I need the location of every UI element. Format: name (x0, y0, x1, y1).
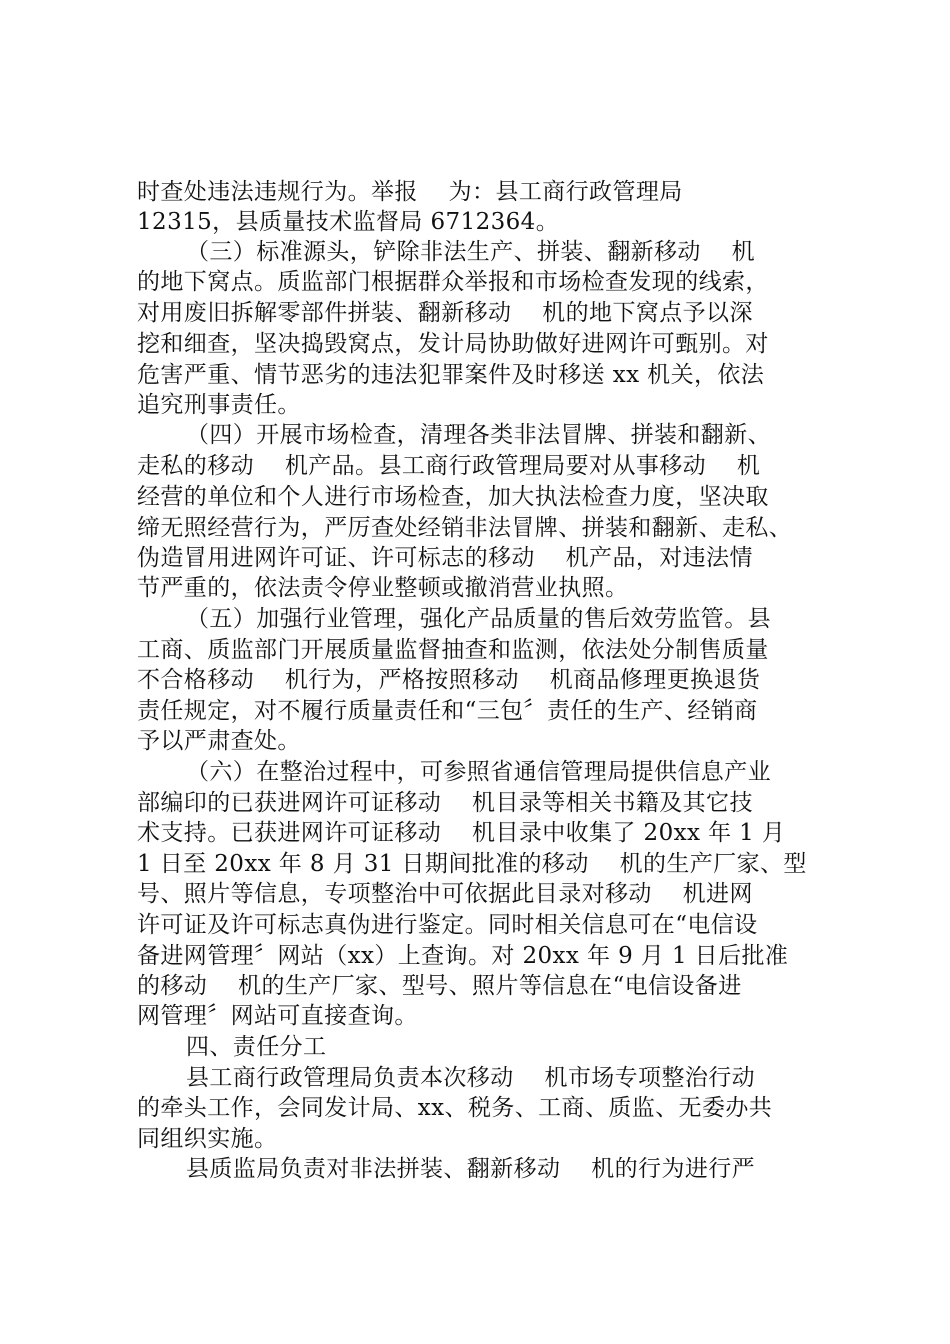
text-line: 走私的移动 机产品。县工商行政管理局要对从事移动 机 (137, 453, 761, 479)
paragraph-five-heading: （五）加强行业管理，强化产品质量的售后效劳监管。县 (186, 606, 771, 632)
text-line: 工商、质监部门开展质量监督抽查和监测，依法处分制售质量 (137, 637, 769, 663)
text-line: 县质监局负责对非法拼装、翻新移动 机的行为进行严 (186, 1156, 756, 1182)
text-line: 许可证及许可标志真伪进行鉴定。同时相关信息可在“电信设 (137, 912, 758, 938)
text-line: 12315，县质量技术监督局 6712364。 (137, 209, 560, 235)
text-line: 危害严重、情节恶劣的违法犯罪案件及时移送 xx 机关，依法 (137, 362, 765, 388)
text-line: 缔无照经营行为，严厉查处经销非法冒牌、拼装和翻新、走私、 (137, 515, 793, 541)
text-line: 挖和细查，坚决捣毁窝点，发计局协助做好进网许可甄别。对 (137, 331, 769, 357)
text-line: 号、照片等信息，专项整治中可依据此目录对移动 机进网 (137, 881, 753, 907)
text-line: 追究刑事责任。 (137, 392, 301, 418)
text-line: 部编印的已获进网许可证移动 机目录等相关书籍及其它技 (137, 790, 753, 816)
paragraph-four-heading: （四）开展市场检查，清理各类非法冒牌、拼装和翻新、 (186, 422, 771, 448)
text-line: 责任规定，对不履行质量责任和“三包〞责任的生产、经销商 (137, 698, 758, 724)
text-line: 伪造冒用进网许可证、许可标志的移动 机产品，对违法情 (137, 545, 753, 571)
text-line: 对用废旧拆解零部件拼装、翻新移动 机的地下窝点予以深 (137, 300, 753, 326)
text-line: 的移动 机的生产厂家、型号、照片等信息在“电信设备进 (137, 973, 742, 999)
text-line: 1 日至 20xx 年 8 月 31 日期间批准的移动 机的生产厂家、型 (137, 851, 807, 877)
paragraph-three-heading: （三）标准源头，铲除非法生产、拼装、翻新移动 机 (186, 239, 756, 265)
section-heading: 四、责任分工 (186, 1034, 327, 1060)
text-line: 节严重的，依法责令停业整顿或撤消营业执照。 (137, 575, 629, 601)
text-line: 经营的单位和个人进行市场检查，加大执法检查力度，坚决取 (137, 484, 769, 510)
text-line: 县工商行政管理局负责本次移动 机市场专项整治行动 (186, 1065, 756, 1091)
text-line: 不合格移动 机行为，严格按照移动 机商品修理更换退货 (137, 667, 761, 693)
text-line: 时查处违法违规行为。举报 为：县工商行政管理局 (137, 179, 683, 205)
text-line: 的牵头工作，会同发计局、xx、税务、工商、质监、无委办共 (137, 1095, 773, 1121)
text-line: 予以严肃查处。 (137, 728, 301, 754)
text-line: 同组织实施。 (137, 1126, 278, 1152)
text-line: 术支持。已获进网许可证移动 机目录中收集了 20xx 年 1 月 (137, 820, 786, 846)
paragraph-six-heading: （六）在整治过程中，可参照省通信管理局提供信息产业 (186, 759, 771, 785)
text-line: 网管理〞网站可直接查询。 (137, 1003, 418, 1029)
text-line: 备进网管理〞网站（xx）上查询。对 20xx 年 9 月 1 日后批准 (137, 943, 789, 969)
text-line: 的地下窝点。质监部门根据群众举报和市场检查发现的线索， (137, 269, 769, 295)
